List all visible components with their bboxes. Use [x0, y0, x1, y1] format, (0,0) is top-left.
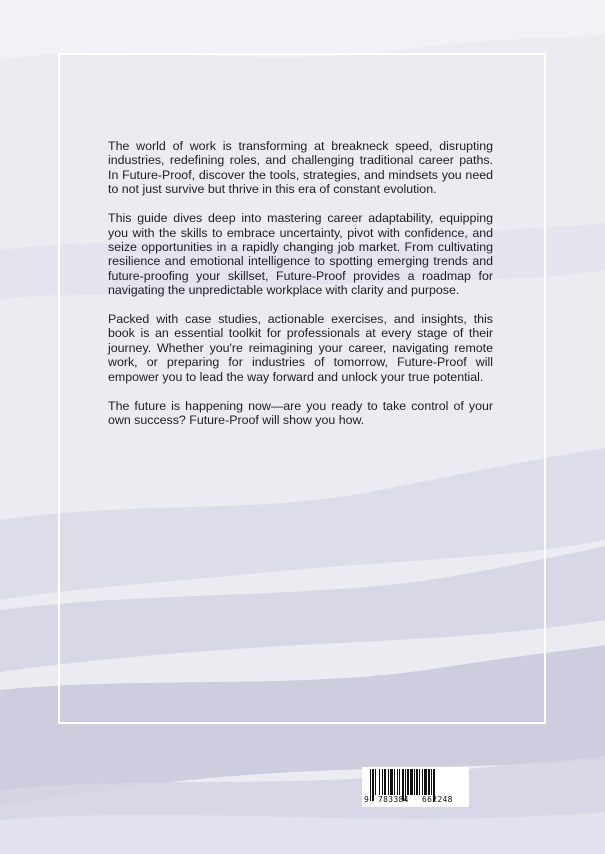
- barcode-bar: [414, 769, 415, 795]
- blurb-paragraph-2: This guide dives deep into mastering career adaptability, equipping you with the skills to embrace uncertainty, pivot with confidence, and seize opportunities in a rapidly changing job market. From cultivating resilience and emotional intelligence to spotting emerging trends and future-proofing your skillset, Future-Proof provides a roadmap for navigating the unpredictable workplace with clarity and purpose.: [108, 211, 493, 298]
- barcode-bar: [424, 769, 427, 795]
- barcode-bar: [416, 769, 418, 795]
- barcode-bar: [388, 769, 389, 795]
- barcode-bar: [382, 769, 383, 795]
- blurb-paragraph-3: Packed with case studies, actionable exercises, and insights, this book is an essential toolkit for professionals at every stage of their journey. Whether you're reimagining your career, navigating remote work, or preparing for industries of tomorrow, Future-Proof will empower you to lead the way forward and unlock your true potential.: [108, 312, 493, 384]
- barcode-prefix: 9: [364, 795, 370, 804]
- isbn-barcode: [362, 767, 469, 807]
- barcode-bar: [431, 769, 432, 795]
- barcode-bar: [428, 769, 430, 795]
- blurb-paragraph-1: The world of work is transforming at breakneck speed, disrupting industries, redefining roles, and challenging traditional career paths. In Future-Proof, discover the tools, strategies, and mindsets you need to not just survive but thrive in this era of constant evolution.: [108, 139, 493, 197]
- barcode-bar: [407, 769, 409, 795]
- barcode-bar: [397, 769, 398, 795]
- blurb-paragraph-4: The future is happening now—are you ready to take control of your own success? Future-Proof will show you how.: [108, 398, 493, 427]
- barcode-bar: [384, 769, 386, 795]
- barcode-bar: [372, 769, 374, 801]
- barcode-bar: [419, 769, 420, 795]
- barcode-bar: [390, 769, 393, 795]
- barcode-bar: [394, 769, 395, 795]
- barcode-bar: [422, 769, 423, 795]
- back-cover-text: [108, 139, 493, 442]
- barcode-bar: [370, 769, 371, 801]
- barcode-bar: [399, 769, 400, 795]
- barcode-group-2: 662248: [422, 795, 453, 804]
- barcode-bar: [375, 769, 376, 795]
- barcode-bar: [379, 769, 380, 795]
- barcode-bar: [410, 769, 413, 795]
- barcode-group-1: 783384: [378, 795, 409, 804]
